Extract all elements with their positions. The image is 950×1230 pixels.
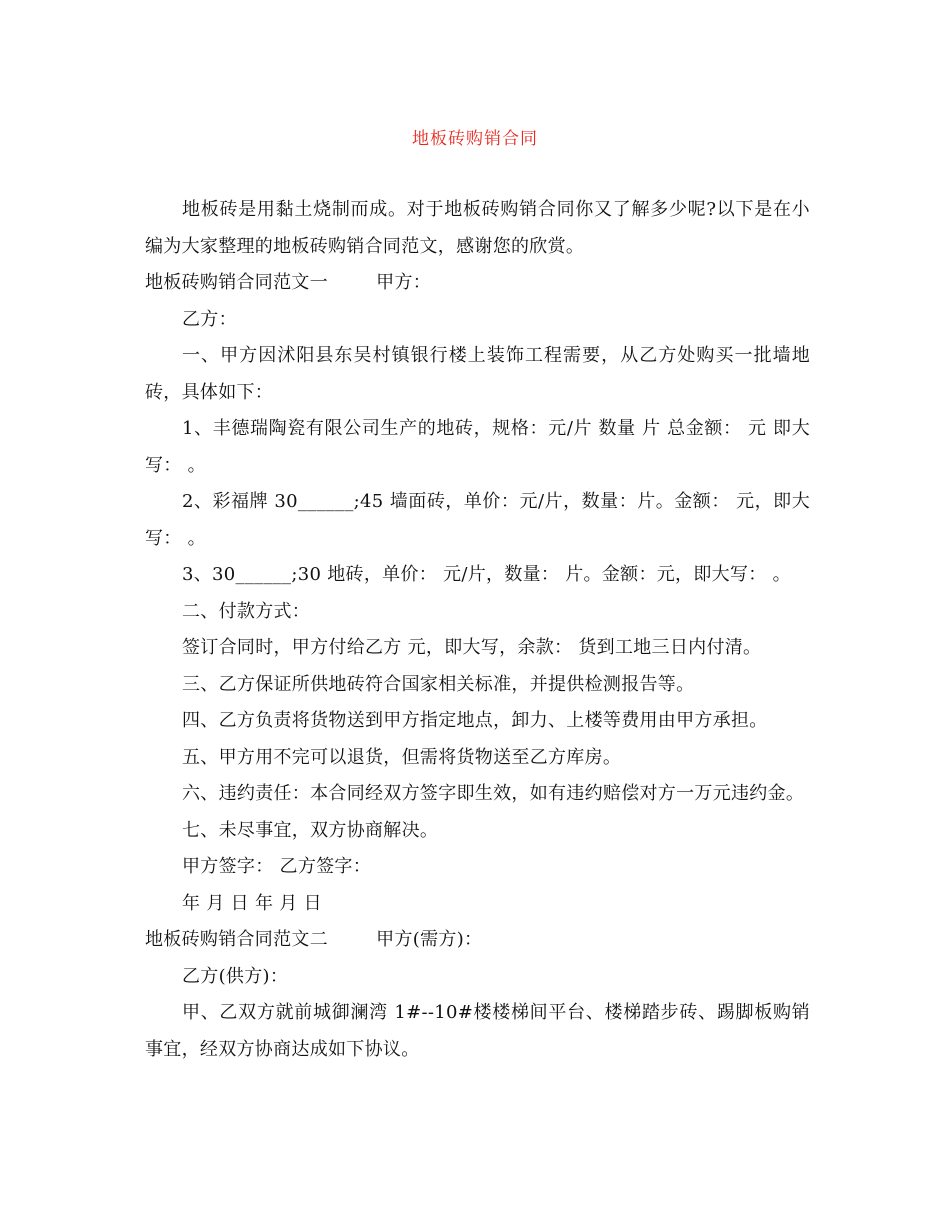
paragraph-payment: 签订合同时，甲方付给乙方 元，即大写，余款： 货到工地三日内付清。 bbox=[182, 637, 762, 658]
paragraph-item-3: 3、30______;30 地砖，单价： 元/片，数量： 片。金额：元，即大写： 。 bbox=[182, 564, 791, 585]
paragraph-signatures: 甲方签字： 乙方签字： bbox=[182, 856, 372, 877]
paragraph-sample-one-heading: 地板砖购销合同范文一 甲方： bbox=[145, 272, 432, 293]
paragraph-clause-2: 二、付款方式： bbox=[182, 600, 311, 622]
document-body bbox=[145, 192, 810, 1068]
paragraph-intro: 地板砖是用黏土烧制而成。对于地板砖购销合同你又了解多少呢?以下是在小编为大家整理的地板砖购销合同范文，感谢您的欣赏。 bbox=[145, 199, 810, 257]
paragraph-item-1: 1、丰德瑞陶瓷有限公司生产的地砖，规格：元/片 数量 片 总金额： 元 即大写： 。 bbox=[145, 418, 810, 476]
paragraph-clause-7: 七、未尽事宜，双方协商解决。 bbox=[182, 819, 439, 841]
paragraph-party-b-supplier: 乙方(供方)： bbox=[182, 965, 289, 987]
paragraph-clause-1: 一、甲方因沭阳县东吴村镇银行楼上装饰工程需要，从乙方处购买一批墙地砖，具体如下： bbox=[145, 345, 810, 403]
paragraph-party-b: 乙方： bbox=[182, 308, 237, 330]
paragraph-dates: 年 月 日 年 月 日 bbox=[182, 892, 322, 914]
paragraph-sample-two-heading: 地板砖购销合同范文二 甲方(需方)： bbox=[145, 929, 483, 950]
paragraph-sample-two-intro: 甲、乙双方就前城御澜湾 1#--10#楼楼梯间平台、楼梯踏步砖、踢脚板购销事宜，经双方协商达成如下协议。 bbox=[145, 1002, 810, 1060]
paragraph-clause-5: 五、甲方用不完可以退货，但需将货物送至乙方库房。 bbox=[182, 746, 622, 768]
paragraph-clause-6: 六、违约责任：本合同经双方签字即生效，如有违约赔偿对方一万元违约金。 bbox=[182, 783, 805, 804]
paragraph-item-2: 2、彩福牌 30______;45 墙面砖，单价：元/片，数量：片。金额： 元，即大写： 。 bbox=[145, 491, 810, 549]
document-title: 地板砖购销合同 bbox=[412, 129, 538, 149]
paragraph-clause-4: 四、乙方负责将货物送到甲方指定地点，卸力、上楼等费用由甲方承担。 bbox=[182, 710, 768, 731]
paragraph-clause-3: 三、乙方保证所供地砖符合国家相关标准，并提供检测报告等。 bbox=[182, 673, 695, 695]
